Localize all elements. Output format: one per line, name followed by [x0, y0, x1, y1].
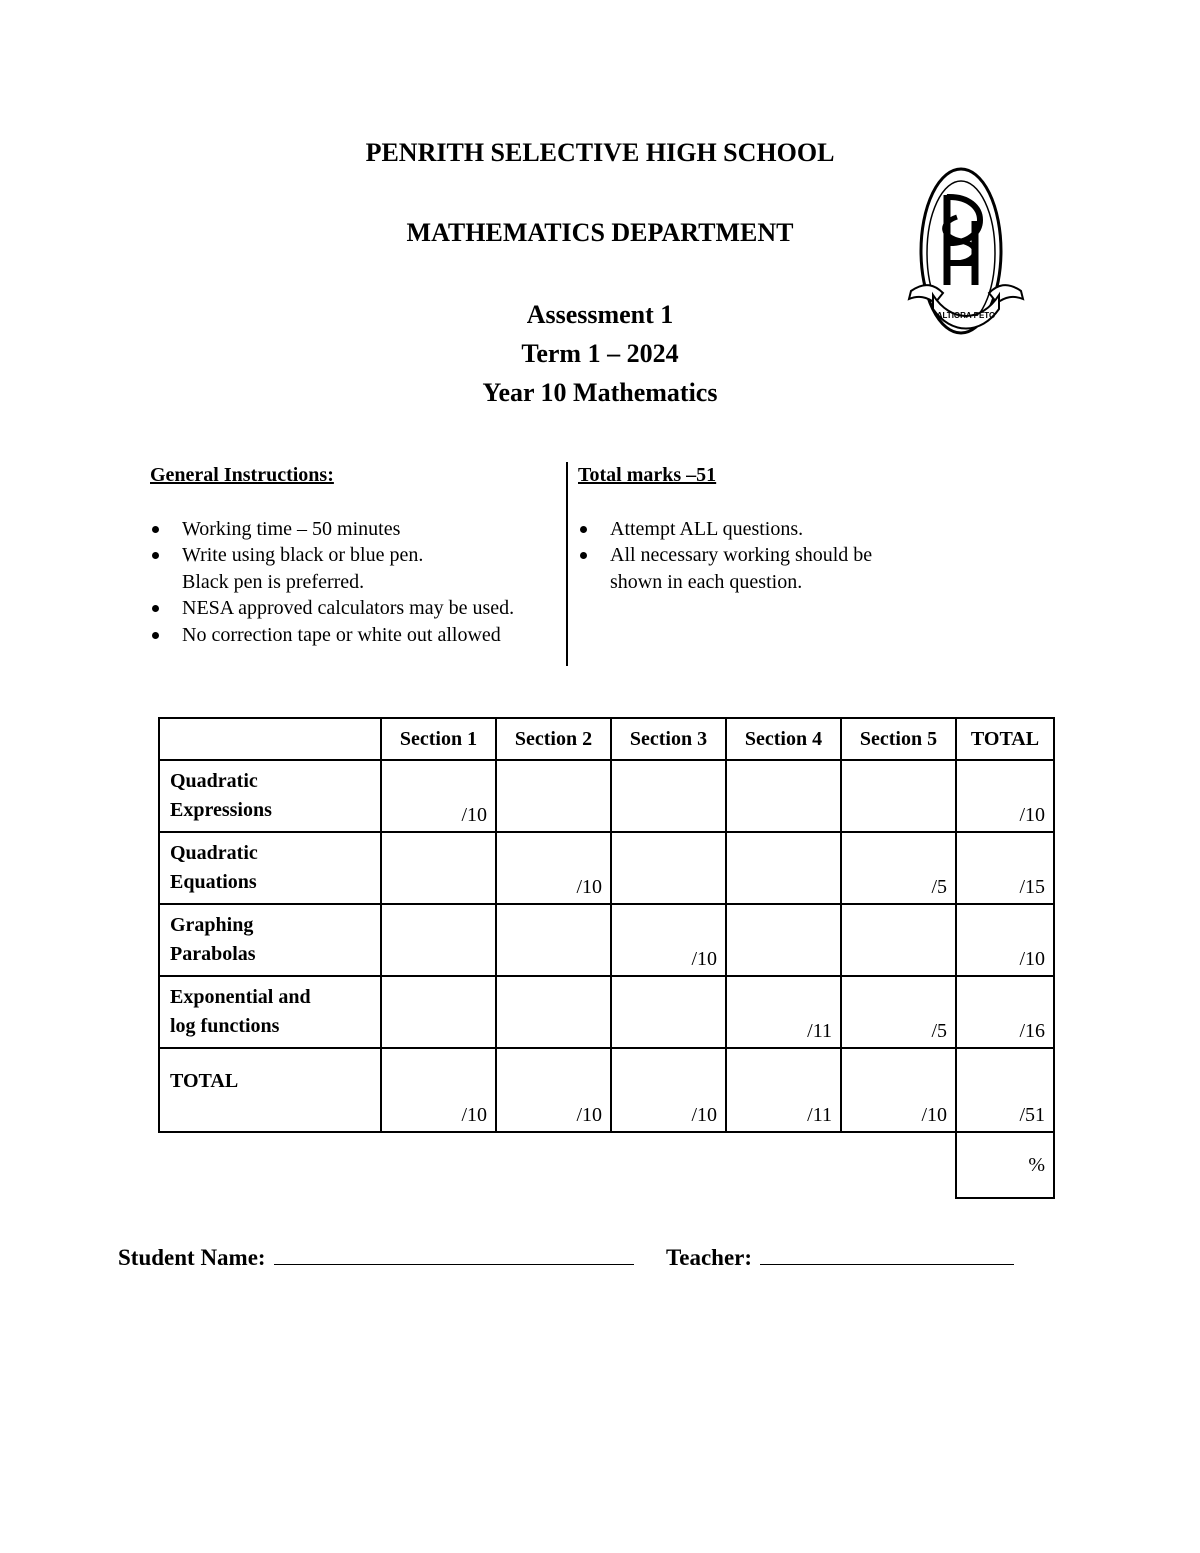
- mark-cell: [496, 976, 611, 1048]
- school-name: PENRITH SELECTIVE HIGH SCHOOL: [365, 138, 835, 167]
- table-total-row: [159, 1048, 1054, 1132]
- mark-cell: [726, 760, 841, 832]
- term-title: Term 1 – 2024: [521, 339, 679, 368]
- table-row: [159, 904, 1054, 976]
- topic-line: Quadratic: [170, 842, 258, 864]
- marks-table: [158, 717, 1055, 1199]
- mark-cell: /10: [956, 904, 1054, 976]
- percent-cell: %: [956, 1132, 1054, 1198]
- instructions-divider: [566, 462, 568, 666]
- table-header-cell: Section 4: [726, 718, 841, 760]
- student-name-field[interactable]: [118, 1240, 634, 1271]
- list-item: [150, 542, 560, 595]
- table-header-cell: Section 5: [841, 718, 956, 760]
- mark-cell: /11: [726, 976, 841, 1048]
- mark-cell: /10: [496, 1048, 611, 1132]
- list-item: [578, 542, 978, 595]
- topic-cell: [159, 832, 381, 904]
- table-header-blank: [159, 718, 381, 760]
- total-marks-list: [578, 516, 978, 596]
- general-instructions-title: General Instructions:: [150, 464, 334, 486]
- teacher-field[interactable]: [666, 1240, 1014, 1271]
- mark-cell: [726, 832, 841, 904]
- mark-cell: [381, 832, 496, 904]
- mark-cell: /15: [956, 832, 1054, 904]
- list-item-text: Black pen is preferred.: [182, 570, 365, 593]
- mark-cell: [381, 976, 496, 1048]
- general-instructions-list: [150, 516, 560, 649]
- list-item-text: shown in each question.: [610, 570, 803, 593]
- topic-line: Quadratic: [170, 770, 258, 792]
- list-item: Working time – 50 minutes: [150, 516, 560, 543]
- percent-row: [159, 1132, 1054, 1198]
- mark-cell: /11: [726, 1048, 841, 1132]
- table-row: [159, 760, 1054, 832]
- assessment-title: Assessment 1: [526, 300, 674, 329]
- table-header-cell: Section 3: [611, 718, 726, 760]
- mark-cell: /51: [956, 1048, 1054, 1132]
- table-header-cell: Section 1: [381, 718, 496, 760]
- mark-cell: /10: [956, 760, 1054, 832]
- topic-line: Graphing: [170, 914, 254, 936]
- mark-cell: /10: [381, 760, 496, 832]
- mark-cell: /10: [381, 1048, 496, 1132]
- topic-line: Parabolas: [170, 943, 256, 965]
- table-row: [159, 976, 1054, 1048]
- mark-cell: [611, 976, 726, 1048]
- topic-line: Equations: [170, 871, 257, 893]
- teacher-line[interactable]: [760, 1240, 1014, 1265]
- table-header-cell: Section 2: [496, 718, 611, 760]
- mark-cell: [496, 904, 611, 976]
- mark-cell: /10: [611, 1048, 726, 1132]
- list-item-text: All necessary working should be: [610, 544, 873, 566]
- school-crest-logo: [905, 165, 1027, 335]
- course-title: Year 10 Mathematics: [482, 378, 718, 407]
- mark-cell: /5: [841, 832, 956, 904]
- topic-cell: [159, 976, 381, 1048]
- list-item: Attempt ALL questions.: [578, 516, 978, 543]
- mark-cell: [611, 832, 726, 904]
- topic-line: Exponential and: [170, 986, 311, 1008]
- table-row: [159, 832, 1054, 904]
- total-marks-instructions: [578, 462, 978, 595]
- total-marks-title: Total marks –51: [578, 464, 717, 486]
- mark-cell: [611, 760, 726, 832]
- mark-cell: [726, 904, 841, 976]
- department-name: MATHEMATICS DEPARTMENT: [406, 218, 794, 247]
- mark-cell: [496, 760, 611, 832]
- mark-cell: /10: [496, 832, 611, 904]
- student-name-label: Student Name:: [118, 1245, 266, 1270]
- mark-cell: [841, 760, 956, 832]
- topic-line: log functions: [170, 1015, 280, 1037]
- table-header-cell: TOTAL: [956, 718, 1054, 760]
- topic-cell: [159, 904, 381, 976]
- list-item: NESA approved calculators may be used.: [150, 595, 560, 622]
- mark-cell: /5: [841, 976, 956, 1048]
- crest-motto: ALTIORA PETO: [936, 311, 996, 320]
- teacher-label: Teacher:: [666, 1245, 753, 1270]
- mark-cell: /10: [611, 904, 726, 976]
- list-item: No correction tape or white out allowed: [150, 622, 560, 649]
- mark-cell: /16: [956, 976, 1054, 1048]
- percent-row-blank: [159, 1132, 956, 1198]
- table-header-row: [159, 718, 1054, 760]
- general-instructions: [150, 462, 560, 648]
- topic-line: TOTAL: [170, 1070, 239, 1092]
- mark-cell: [841, 904, 956, 976]
- student-name-line[interactable]: [274, 1240, 634, 1265]
- topic-cell: [159, 1048, 381, 1132]
- list-item-text: Write using black or blue pen.: [182, 544, 424, 566]
- topic-cell: [159, 760, 381, 832]
- mark-cell: /10: [841, 1048, 956, 1132]
- topic-line: Expressions: [170, 799, 272, 821]
- mark-cell: [381, 904, 496, 976]
